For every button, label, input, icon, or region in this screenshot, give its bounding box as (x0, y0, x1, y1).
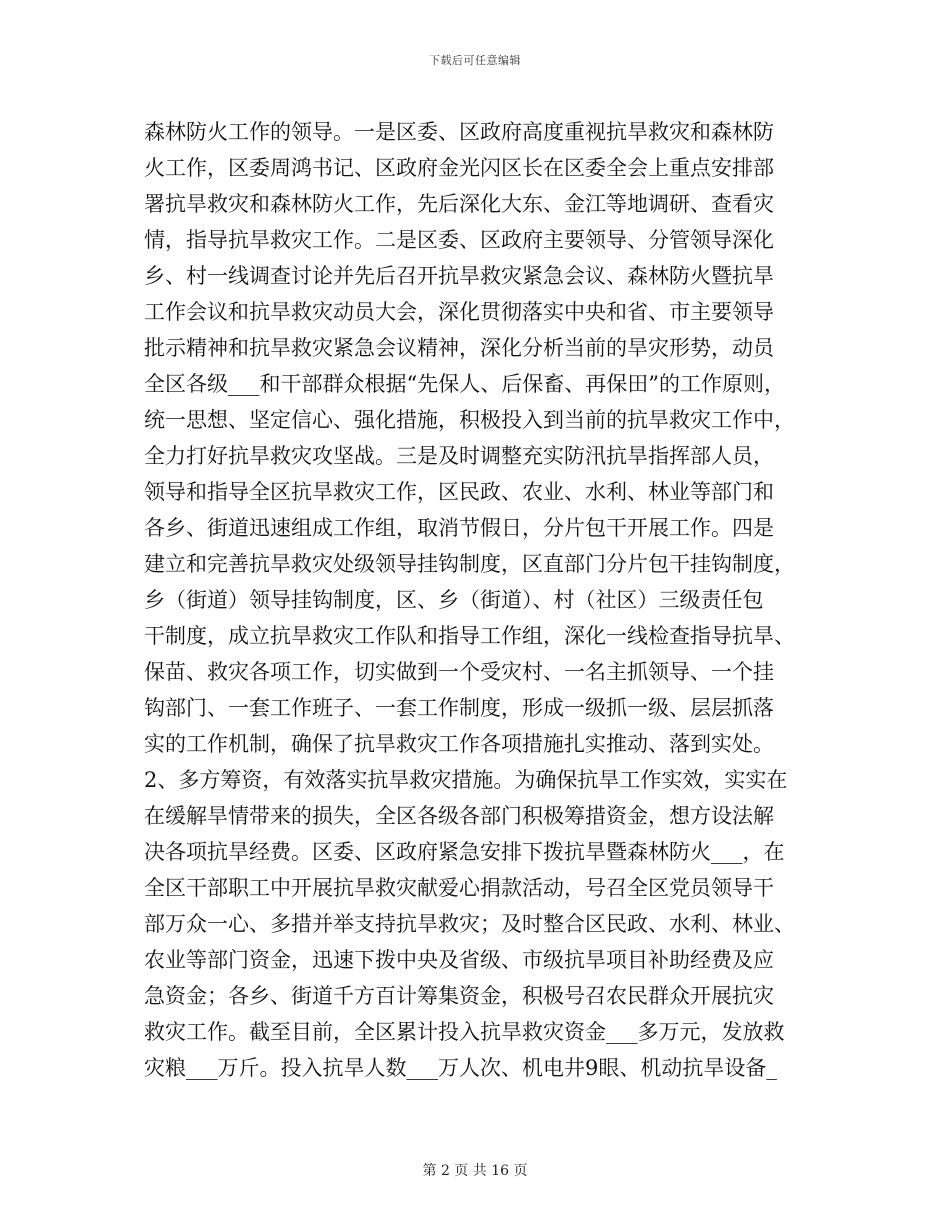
document-body (144, 114, 812, 1086)
body-line: 保苗、救灾各项工作，切实做到一个受灾村、一名主抓领导、一个挂 (144, 660, 774, 684)
body-line: 全区各级___和干部群众根据“先保人、后保畜、再保田”的工作原则， (144, 372, 785, 396)
body-line: 署抗旱救灾和森林防火工作，先后深化大东、金江等地调研、查看灾 (144, 192, 774, 216)
body-line: 农业等部门资金，迅速下拨中央及省级、市级抗旱项目补助经费及应 (144, 948, 774, 972)
body-line: 全力打好抗旱救灾攻坚战。三是及时调整充实防汛抗旱指挥部人员， (144, 444, 774, 468)
body-line: 急资金；各乡、街道千方百计筹集资金，积极号召农民群众开展抗灾 (144, 984, 774, 1008)
body-line: 决各项抗旱经费。区委、区政府紧急安排下拨抗旱暨森林防火___，在 (144, 840, 785, 864)
body-line: 统一思想、坚定信心、强化措施，积极投入到当前的抗旱救灾工作中， (144, 408, 795, 432)
body-line: 在缓解旱情带来的损失，全区各级各部门积极筹措资金，想方设法解 (144, 804, 774, 828)
body-line: 救灾工作。截至目前，全区累计投入抗旱救灾资金___多万元，发放救 (144, 1020, 785, 1044)
body-line: 干制度，成立抗旱救灾工作队和指导工作组，深化一线检查指导抗旱、 (144, 624, 795, 648)
body-line: 领导和指导全区抗旱救灾工作，区民政、农业、水利、林业等部门和 (144, 480, 774, 504)
body-line: 各乡、街道迅速组成工作组，取消节假日，分片包干开展工作。四是 (144, 516, 774, 540)
body-line: 实的工作机制，确保了抗旱救灾工作各项措施扎实推动、落到实处。 (144, 732, 774, 756)
body-line: 森林防火工作的领导。一是区委、区政府高度重视抗旱救灾和森林防 (144, 120, 774, 144)
body-line: 钩部门、一套工作班子、一套工作制度，形成一级抓一级、层层抓落 (144, 696, 774, 720)
body-line: 情，指导抗旱救灾工作。二是区委、区政府主要领导、分管领导深化 (144, 228, 774, 252)
body-line: 部万众一心、多措并举支持抗旱救灾；及时整合区民政、水利、林业、 (144, 912, 795, 936)
page-number-footer: 第 2 页 共 16 页 (422, 1163, 528, 1179)
body-line: 灾粮___万斤。投入抗旱人数___万人次、机电井9眼、机动抗旱设备_ (144, 1056, 777, 1080)
body-line: 乡（街道）领导挂钩制度，区、乡（街道）、村（社区）三级责任包 (144, 588, 764, 612)
body-line: 乡、村一线调查讨论并先后召开抗旱救灾紧急会议、森林防火暨抗旱 (144, 264, 774, 288)
page-header: 下载后可任意编辑 (429, 54, 521, 67)
body-line: 火工作，区委周鸿书记、区政府金光闪区长在区委全会上重点安排部 (144, 156, 774, 180)
body-line: 建立和完善抗旱救灾处级领导挂钩制度，区直部门分片包干挂钩制度， (144, 552, 795, 576)
body-line: 工作会议和抗旱救灾动员大会，深化贯彻落实中央和省、市主要领导 (144, 300, 774, 324)
body-line: 批示精神和抗旱救灾紧急会议精神，深化分析当前的旱灾形势，动员 (144, 336, 774, 360)
body-line: 全区干部职工中开展抗旱救灾献爱心捐款活动，号召全区党员领导干 (144, 876, 774, 900)
body-line: 2、多方筹资，有效落实抗旱救灾措施。为确保抗旱工作实效，实实在 (144, 768, 788, 792)
